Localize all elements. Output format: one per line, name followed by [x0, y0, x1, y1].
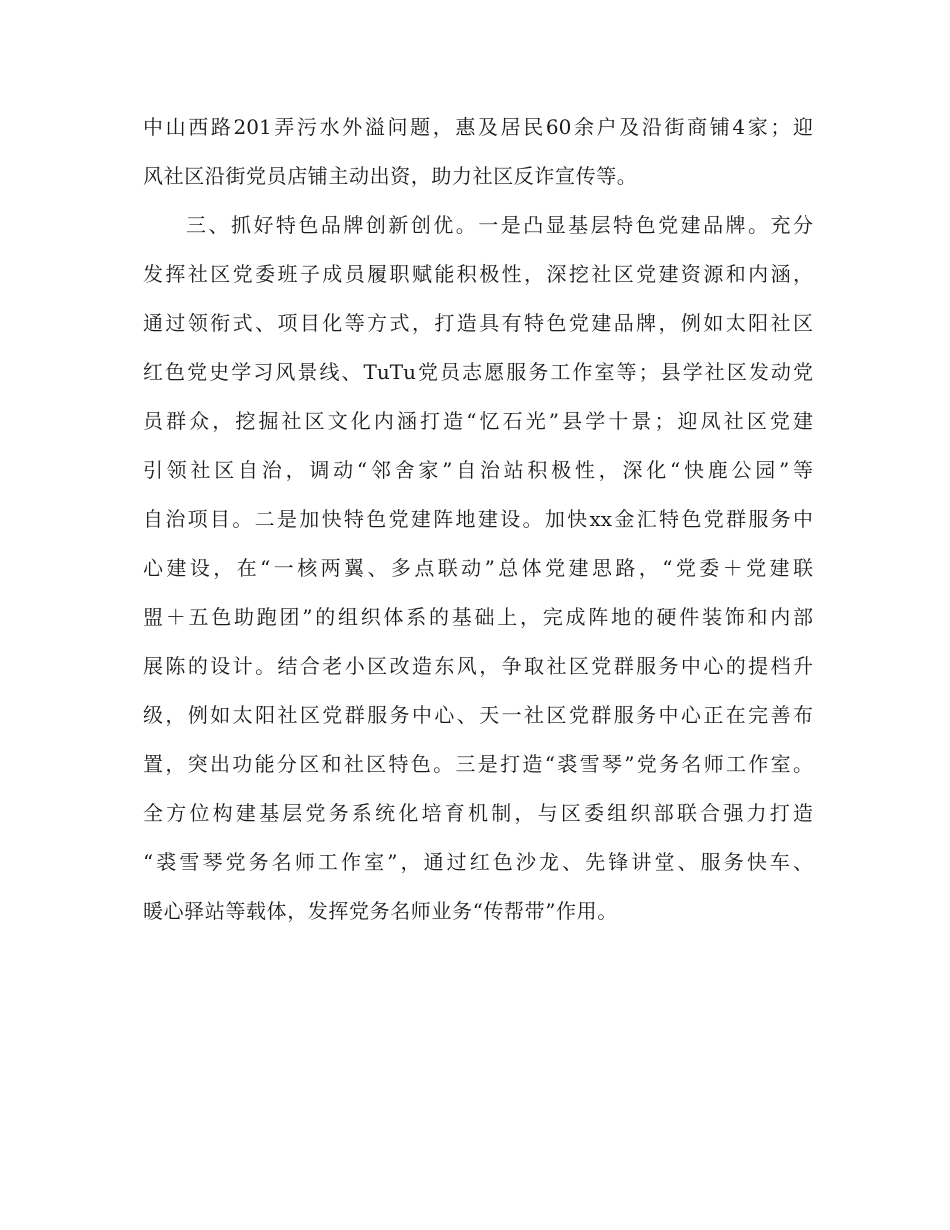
text-line: 盟＋五色助跑团”的组织体系的基础上，完成阵地的硬件装饰和内部: [143, 605, 813, 629]
text-line: 中山西路201弄污水外溢问题，惠及居民60余户及沿街商铺4家；迎: [143, 115, 813, 139]
text-line: 通过领衔式、项目化等方式，打造具有特色党建品牌，例如太阳社区: [143, 311, 813, 335]
text-line: 红色党史学习风景线、TuTu党员志愿服务工作室等；县学社区发动党: [143, 360, 813, 384]
text-line: 暖心驿站等载体，发挥党务名师业务“传帮带”作用。: [143, 899, 618, 923]
paragraph-start-line: 三、抓好特色品牌创新创优。一是凸显基层特色党建品牌。充分: [186, 213, 813, 237]
text-line: 自治项目。二是加快特色党建阵地建设。加快xx金汇特色党群服务中: [143, 507, 813, 531]
text-line: 置，突出功能分区和社区特色。三是打造“裘雪琴”党务名师工作室。: [143, 752, 813, 776]
text-line: “裘雪琴党务名师工作室”，通过红色沙龙、先锋讲堂、服务快车、: [143, 850, 813, 874]
body-text: [143, 106, 813, 939]
text-line: 级，例如太阳社区党群服务中心、天一社区党群服务中心正在完善布: [143, 703, 813, 727]
text-line: 心建设，在“一核两翼、多点联动”总体党建思路，“党委＋党建联: [143, 556, 813, 580]
text-line: 员群众，挖掘社区文化内涵打造“忆石光”县学十景；迎凤社区党建: [143, 409, 813, 433]
text-line: 全方位构建基层党务系统化培育机制，与区委组织部联合强力打造: [143, 801, 813, 825]
text-line: 风社区沿街党员店铺主动出资，助力社区反诈宣传等。: [143, 164, 638, 188]
text-line: 展陈的设计。结合老小区改造东风，争取社区党群服务中心的提档升: [143, 654, 813, 678]
text-line: 发挥社区党委班子成员履职赋能积极性，深挖社区党建资源和内涵，: [143, 262, 813, 286]
text-line: 引领社区自治，调动“邻舍家”自治站积极性，深化“快鹿公园”等: [143, 458, 813, 482]
